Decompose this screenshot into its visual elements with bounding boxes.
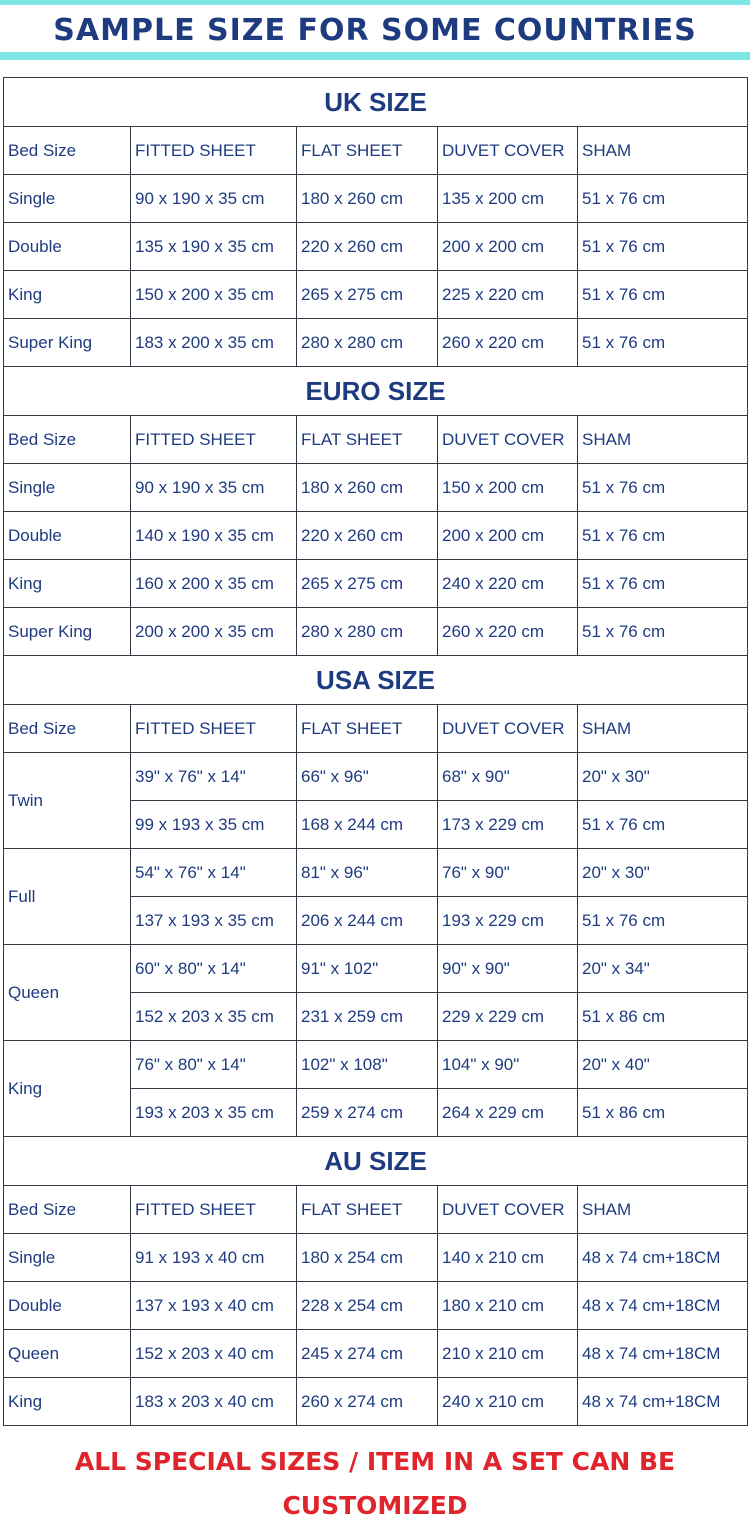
bed-size-label: Single bbox=[4, 175, 131, 223]
bed-size-label: King bbox=[4, 1378, 131, 1426]
size-cell: 260 x 274 cm bbox=[297, 1378, 438, 1426]
size-cell: 168 x 244 cm bbox=[297, 801, 438, 849]
column-header: SHAM bbox=[578, 127, 748, 175]
column-header: Bed Size bbox=[4, 127, 131, 175]
header-row bbox=[4, 1186, 748, 1234]
table-row bbox=[4, 175, 748, 223]
size-cell: 51 x 86 cm bbox=[578, 1089, 748, 1137]
column-header: FLAT SHEET bbox=[297, 127, 438, 175]
size-cell: 66" x 96" bbox=[297, 753, 438, 801]
column-header: FLAT SHEET bbox=[297, 416, 438, 464]
size-cell: 173 x 229 cm bbox=[438, 801, 578, 849]
bed-size-label: Super King bbox=[4, 319, 131, 367]
size-cell: 51 x 76 cm bbox=[578, 319, 748, 367]
bed-size-label: Twin bbox=[4, 753, 131, 849]
size-cell: 280 x 280 cm bbox=[297, 319, 438, 367]
size-cell: 20" x 34" bbox=[578, 945, 748, 993]
page-title: SAMPLE SIZE FOR SOME COUNTRIES bbox=[53, 13, 697, 48]
size-cell: 76" x 90" bbox=[438, 849, 578, 897]
size-cell: 137 x 193 x 35 cm bbox=[131, 897, 297, 945]
size-cell: 206 x 244 cm bbox=[297, 897, 438, 945]
size-cell: 264 x 229 cm bbox=[438, 1089, 578, 1137]
size-cell: 51 x 76 cm bbox=[578, 223, 748, 271]
column-header: SHAM bbox=[578, 705, 748, 753]
bed-size-label: Queen bbox=[4, 1330, 131, 1378]
column-header: SHAM bbox=[578, 416, 748, 464]
size-cell: 183 x 200 x 35 cm bbox=[131, 319, 297, 367]
column-header: Bed Size bbox=[4, 1186, 131, 1234]
section-title: UK SIZE bbox=[4, 78, 748, 127]
column-header: FLAT SHEET bbox=[297, 705, 438, 753]
size-cell: 231 x 259 cm bbox=[297, 993, 438, 1041]
size-cell: 245 x 274 cm bbox=[297, 1330, 438, 1378]
column-header: Bed Size bbox=[4, 705, 131, 753]
size-cell: 91 x 193 x 40 cm bbox=[131, 1234, 297, 1282]
top-stripe bbox=[0, 0, 750, 5]
size-cell: 90 x 190 x 35 cm bbox=[131, 464, 297, 512]
section-title: EURO SIZE bbox=[4, 367, 748, 416]
size-cell: 152 x 203 x 40 cm bbox=[131, 1330, 297, 1378]
header-row bbox=[4, 416, 748, 464]
size-cell: 183 x 203 x 40 cm bbox=[131, 1378, 297, 1426]
size-cell: 150 x 200 x 35 cm bbox=[131, 271, 297, 319]
table-row bbox=[4, 945, 748, 993]
bed-size-label: King bbox=[4, 560, 131, 608]
header-row bbox=[4, 127, 748, 175]
size-cell: 51 x 76 cm bbox=[578, 464, 748, 512]
bed-size-label: Queen bbox=[4, 945, 131, 1041]
bed-size-label: Full bbox=[4, 849, 131, 945]
column-header: FLAT SHEET bbox=[297, 1186, 438, 1234]
size-cell: 39" x 76" x 14" bbox=[131, 753, 297, 801]
size-cell: 48 x 74 cm+18CM bbox=[578, 1282, 748, 1330]
size-cell: 51 x 76 cm bbox=[578, 512, 748, 560]
size-cell: 240 x 210 cm bbox=[438, 1378, 578, 1426]
size-cell: 150 x 200 cm bbox=[438, 464, 578, 512]
size-cell: 48 x 74 cm+18CM bbox=[578, 1234, 748, 1282]
size-cell: 240 x 220 cm bbox=[438, 560, 578, 608]
size-cell: 102" x 108" bbox=[297, 1041, 438, 1089]
size-cell: 54" x 76" x 14" bbox=[131, 849, 297, 897]
footer-notice: ALL SPECIAL SIZES / ITEM IN A SET CAN BE CUSTOMIZED bbox=[74, 1447, 676, 1520]
size-cell: 51 x 76 cm bbox=[578, 801, 748, 849]
size-table bbox=[3, 77, 748, 1426]
bed-size-label: Single bbox=[4, 464, 131, 512]
section-title: USA SIZE bbox=[4, 656, 748, 705]
size-cell: 91" x 102" bbox=[297, 945, 438, 993]
size-cell: 76" x 80" x 14" bbox=[131, 1041, 297, 1089]
size-cell: 140 x 190 x 35 cm bbox=[131, 512, 297, 560]
table-row bbox=[4, 608, 748, 656]
bed-size-label: Double bbox=[4, 223, 131, 271]
table-row bbox=[4, 271, 748, 319]
section-title-row bbox=[4, 367, 748, 416]
size-cell: 260 x 220 cm bbox=[438, 319, 578, 367]
section-title: AU SIZE bbox=[4, 1137, 748, 1186]
section-title-row bbox=[4, 1137, 748, 1186]
bed-size-label: Single bbox=[4, 1234, 131, 1282]
table-row bbox=[4, 753, 748, 801]
size-cell: 60" x 80" x 14" bbox=[131, 945, 297, 993]
bed-size-label: King bbox=[4, 271, 131, 319]
table-row bbox=[4, 560, 748, 608]
size-cell: 90" x 90" bbox=[438, 945, 578, 993]
column-header: SHAM bbox=[578, 1186, 748, 1234]
size-cell: 220 x 260 cm bbox=[297, 223, 438, 271]
size-cell: 260 x 220 cm bbox=[438, 608, 578, 656]
column-header: DUVET COVER bbox=[438, 705, 578, 753]
size-cell: 135 x 190 x 35 cm bbox=[131, 223, 297, 271]
column-header: DUVET COVER bbox=[438, 127, 578, 175]
column-header: DUVET COVER bbox=[438, 1186, 578, 1234]
table-row bbox=[4, 1234, 748, 1282]
size-cell: 51 x 86 cm bbox=[578, 993, 748, 1041]
size-cell: 51 x 76 cm bbox=[578, 608, 748, 656]
size-cell: 180 x 260 cm bbox=[297, 464, 438, 512]
size-table-body bbox=[4, 78, 748, 1426]
size-cell: 48 x 74 cm+18CM bbox=[578, 1378, 748, 1426]
size-cell: 51 x 76 cm bbox=[578, 271, 748, 319]
section-title-row bbox=[4, 78, 748, 127]
table-row bbox=[4, 849, 748, 897]
size-cell: 180 x 260 cm bbox=[297, 175, 438, 223]
size-cell: 160 x 200 x 35 cm bbox=[131, 560, 297, 608]
table-row bbox=[4, 223, 748, 271]
size-cell: 135 x 200 cm bbox=[438, 175, 578, 223]
size-cell: 51 x 76 cm bbox=[578, 175, 748, 223]
bed-size-label: King bbox=[4, 1041, 131, 1137]
table-row bbox=[4, 1041, 748, 1089]
table-row bbox=[4, 464, 748, 512]
size-cell: 20" x 30" bbox=[578, 753, 748, 801]
size-cell: 220 x 260 cm bbox=[297, 512, 438, 560]
bed-size-label: Double bbox=[4, 1282, 131, 1330]
size-cell: 180 x 254 cm bbox=[297, 1234, 438, 1282]
size-cell: 51 x 76 cm bbox=[578, 897, 748, 945]
column-header: Bed Size bbox=[4, 416, 131, 464]
bed-size-label: Super King bbox=[4, 608, 131, 656]
column-header: FITTED SHEET bbox=[131, 127, 297, 175]
size-cell: 81" x 96" bbox=[297, 849, 438, 897]
size-cell: 229 x 229 cm bbox=[438, 993, 578, 1041]
bed-size-label: Double bbox=[4, 512, 131, 560]
column-header: DUVET COVER bbox=[438, 416, 578, 464]
size-cell: 210 x 210 cm bbox=[438, 1330, 578, 1378]
size-cell: 265 x 275 cm bbox=[297, 271, 438, 319]
section-title-row bbox=[4, 656, 748, 705]
column-header: FITTED SHEET bbox=[131, 416, 297, 464]
table-row bbox=[4, 512, 748, 560]
table-row bbox=[4, 319, 748, 367]
header-row bbox=[4, 705, 748, 753]
size-cell: 265 x 275 cm bbox=[297, 560, 438, 608]
size-cell: 137 x 193 x 40 cm bbox=[131, 1282, 297, 1330]
size-cell: 104" x 90" bbox=[438, 1041, 578, 1089]
size-cell: 99 x 193 x 35 cm bbox=[131, 801, 297, 849]
size-cell: 90 x 190 x 35 cm bbox=[131, 175, 297, 223]
column-header: FITTED SHEET bbox=[131, 705, 297, 753]
size-cell: 193 x 229 cm bbox=[438, 897, 578, 945]
size-cell: 20" x 40" bbox=[578, 1041, 748, 1089]
size-cell: 200 x 200 cm bbox=[438, 223, 578, 271]
size-cell: 48 x 74 cm+18CM bbox=[578, 1330, 748, 1378]
size-cell: 259 x 274 cm bbox=[297, 1089, 438, 1137]
table-row bbox=[4, 1282, 748, 1330]
title-underline-stripe bbox=[0, 52, 750, 60]
size-cell: 200 x 200 cm bbox=[438, 512, 578, 560]
size-cell: 200 x 200 x 35 cm bbox=[131, 608, 297, 656]
size-cell: 228 x 254 cm bbox=[297, 1282, 438, 1330]
size-cell: 180 x 210 cm bbox=[438, 1282, 578, 1330]
size-cell: 193 x 203 x 35 cm bbox=[131, 1089, 297, 1137]
table-row bbox=[4, 1378, 748, 1426]
size-cell: 140 x 210 cm bbox=[438, 1234, 578, 1282]
size-cell: 20" x 30" bbox=[578, 849, 748, 897]
table-row bbox=[4, 1330, 748, 1378]
size-cell: 152 x 203 x 35 cm bbox=[131, 993, 297, 1041]
size-cell: 68" x 90" bbox=[438, 753, 578, 801]
size-cell: 225 x 220 cm bbox=[438, 271, 578, 319]
size-cell: 51 x 76 cm bbox=[578, 560, 748, 608]
column-header: FITTED SHEET bbox=[131, 1186, 297, 1234]
size-cell: 280 x 280 cm bbox=[297, 608, 438, 656]
